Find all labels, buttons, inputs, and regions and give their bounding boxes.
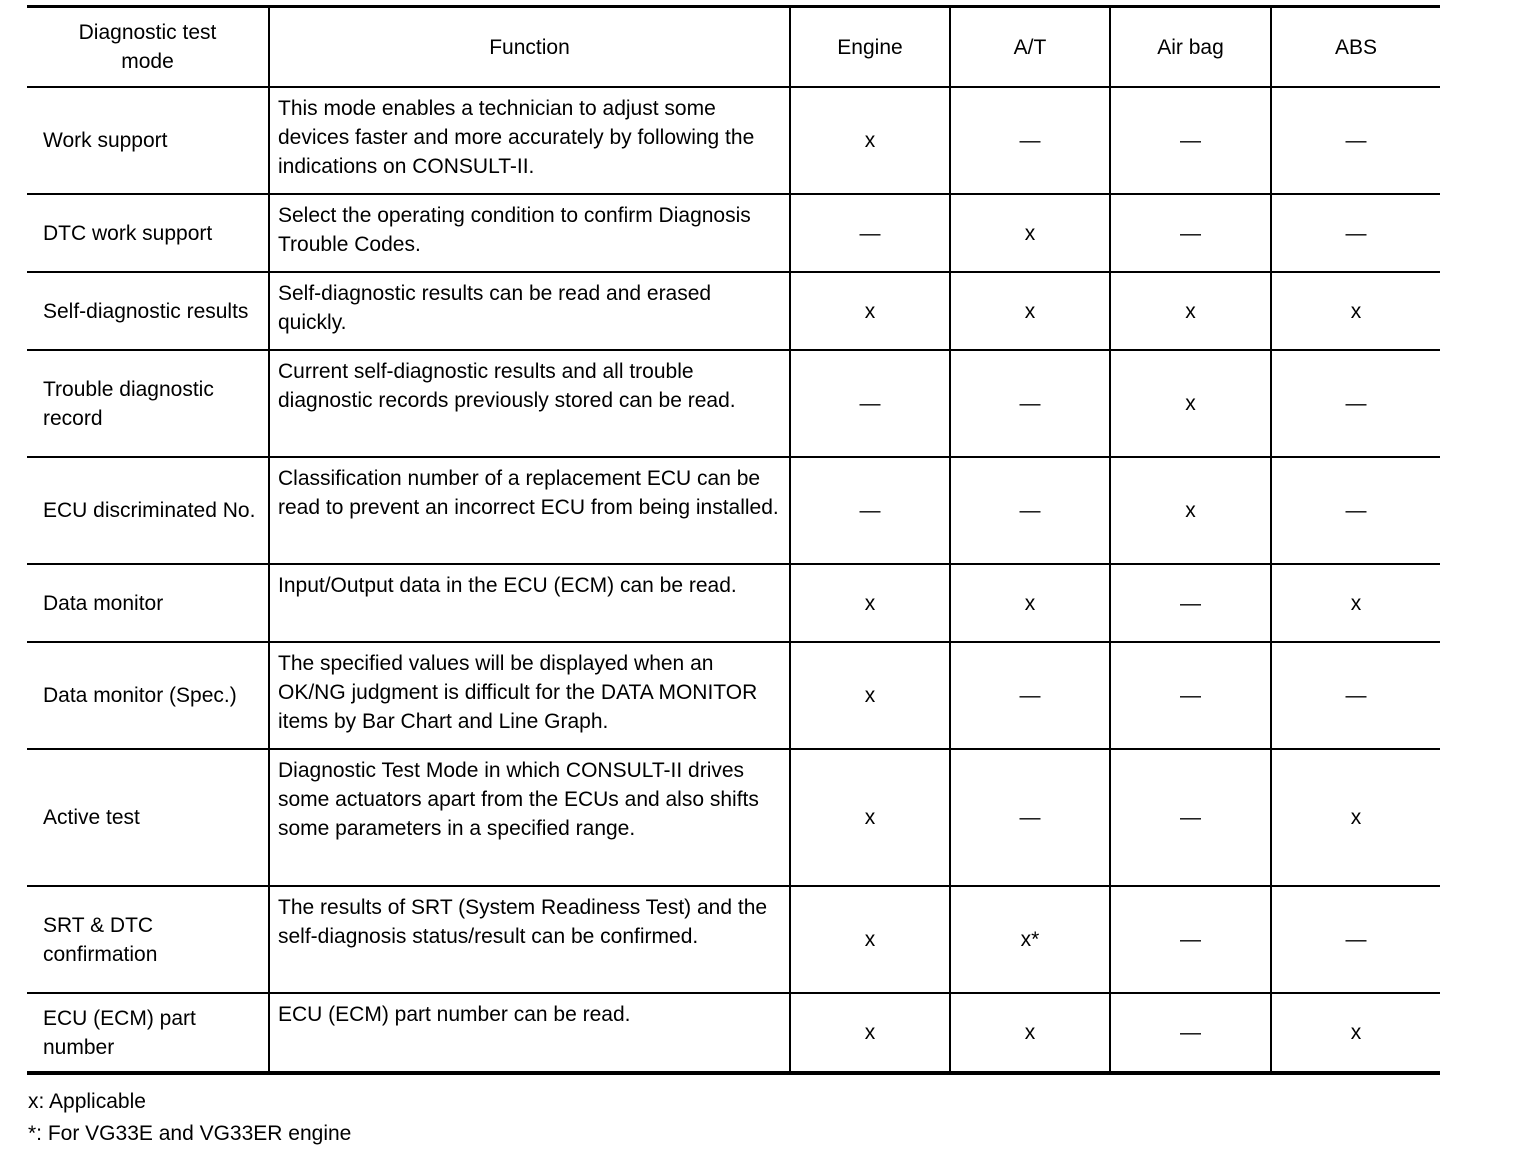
cell-mode: Trouble diagnostic record	[27, 350, 269, 457]
cell-function: Input/Output data in the ECU (ECM) can be read.	[269, 564, 790, 642]
cell-abs: —	[1271, 350, 1440, 457]
cell-mode: ECU discriminated No.	[27, 457, 269, 564]
cell-at: x	[950, 194, 1110, 272]
cell-airbag: —	[1110, 993, 1271, 1073]
cell-engine: —	[790, 457, 950, 564]
cell-at: —	[950, 457, 1110, 564]
cell-airbag: x	[1110, 457, 1271, 564]
table-row	[27, 564, 1440, 642]
cell-airbag: x	[1110, 350, 1271, 457]
cell-airbag: —	[1110, 564, 1271, 642]
cell-mode: Data monitor	[27, 564, 269, 642]
cell-at: x*	[950, 886, 1110, 993]
cell-airbag: x	[1110, 272, 1271, 350]
cell-function: Select the operating condition to confirm Diagnosis Trouble Codes.	[269, 194, 790, 272]
column-header-mode: Diagnostic test mode	[27, 7, 269, 88]
cell-mode: Work support	[27, 87, 269, 194]
table-row	[27, 642, 1440, 749]
cell-mode: Data monitor (Spec.)	[27, 642, 269, 749]
cell-airbag: —	[1110, 749, 1271, 886]
cell-engine: x	[790, 564, 950, 642]
cell-engine: x	[790, 272, 950, 350]
cell-engine: x	[790, 642, 950, 749]
cell-engine: x	[790, 749, 950, 886]
cell-at: —	[950, 749, 1110, 886]
cell-abs: x	[1271, 272, 1440, 350]
cell-at: —	[950, 350, 1110, 457]
cell-abs: x	[1271, 564, 1440, 642]
cell-function: Classification number of a replacement ECU can be read to prevent an incorrect ECU from being installed.	[269, 457, 790, 564]
table-row	[27, 749, 1440, 886]
cell-at: x	[950, 564, 1110, 642]
table-row	[27, 886, 1440, 993]
cell-abs: x	[1271, 993, 1440, 1073]
column-header-engine: Engine	[790, 7, 950, 88]
cell-engine: x	[790, 993, 950, 1073]
table-row	[27, 87, 1440, 194]
cell-abs: —	[1271, 87, 1440, 194]
cell-mode: Self-diagnostic results	[27, 272, 269, 350]
cell-airbag: —	[1110, 642, 1271, 749]
table-row	[27, 272, 1440, 350]
cell-function: The results of SRT (System Readiness Test) and the self-diagnosis status/result can be confirmed.	[269, 886, 790, 993]
table-notes	[28, 1086, 351, 1150]
column-header-airbag: Air bag	[1110, 7, 1271, 88]
cell-mode: ECU (ECM) part number	[27, 993, 269, 1073]
cell-function: Self-diagnostic results can be read and erased quickly.	[269, 272, 790, 350]
cell-engine: —	[790, 194, 950, 272]
cell-mode: Active test	[27, 749, 269, 886]
column-header-abs: ABS	[1271, 7, 1440, 88]
table-row	[27, 350, 1440, 457]
diagnostic-test-mode-table	[27, 5, 1440, 1075]
cell-abs: —	[1271, 457, 1440, 564]
cell-at: x	[950, 993, 1110, 1073]
cell-mode: SRT & DTC confirmation	[27, 886, 269, 993]
cell-function: The specified values will be displayed when an OK/NG judgment is difficult for the DATA MONITOR items by Bar Chart and Line Graph.	[269, 642, 790, 749]
cell-at: —	[950, 642, 1110, 749]
cell-function: Current self-diagnostic results and all trouble diagnostic records previously stored can be read.	[269, 350, 790, 457]
cell-engine: —	[790, 350, 950, 457]
table-header-row	[27, 7, 1440, 88]
table-row	[27, 194, 1440, 272]
table-row	[27, 993, 1440, 1073]
cell-abs: —	[1271, 194, 1440, 272]
cell-abs: x	[1271, 749, 1440, 886]
cell-airbag: —	[1110, 194, 1271, 272]
cell-engine: x	[790, 87, 950, 194]
cell-abs: —	[1271, 886, 1440, 993]
cell-function: Diagnostic Test Mode in which CONSULT-II drives some actuators apart from the ECUs and also shifts some parameters in a specified range.	[269, 749, 790, 886]
note-applicable: x: Applicable	[28, 1090, 146, 1113]
cell-abs: —	[1271, 642, 1440, 749]
column-header-at: A/T	[950, 7, 1110, 88]
cell-airbag: —	[1110, 886, 1271, 993]
note-engine-footnote: *: For VG33E and VG33ER engine	[28, 1122, 352, 1145]
cell-at: —	[950, 87, 1110, 194]
column-header-function: Function	[269, 7, 790, 88]
cell-at: x	[950, 272, 1110, 350]
cell-engine: x	[790, 886, 950, 993]
table-row	[27, 457, 1440, 564]
cell-function: ECU (ECM) part number can be read.	[269, 993, 790, 1073]
cell-function: This mode enables a technician to adjust some devices faster and more accurately by following the indications on CONSULT-II.	[269, 87, 790, 194]
cell-mode: DTC work support	[27, 194, 269, 272]
cell-airbag: —	[1110, 87, 1271, 194]
